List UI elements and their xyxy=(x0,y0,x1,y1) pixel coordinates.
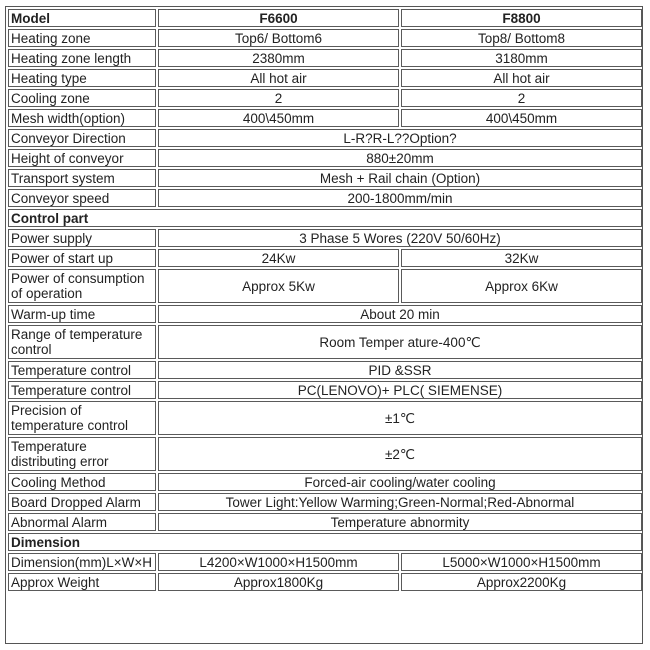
table-row xyxy=(8,513,642,531)
row-label: Heating zone length xyxy=(8,49,156,67)
table-row xyxy=(8,49,642,67)
table-row xyxy=(8,361,642,379)
table-row xyxy=(8,129,642,147)
value-f6600: Approx1800Kg xyxy=(158,573,399,591)
table-row xyxy=(8,473,642,491)
table-row xyxy=(8,401,642,435)
section-row xyxy=(8,209,642,227)
section-heading: Dimension xyxy=(8,533,642,551)
value-shared: Tower Light:Yellow Warming;Green-Normal;Red-Abnormal xyxy=(158,493,642,511)
value-shared: Forced-air cooling/water cooling xyxy=(158,473,642,491)
row-label: Conveyor Direction xyxy=(8,129,156,147)
row-label: Dimension(mm)L×W×H xyxy=(8,553,156,571)
row-label: Heating zone xyxy=(8,29,156,47)
table-row xyxy=(8,553,642,571)
row-label: Temperature control xyxy=(8,381,156,399)
value-f6600: Approx 5Kw xyxy=(158,269,399,303)
row-label: Range of temperature control xyxy=(8,325,156,359)
row-label: Board Dropped Alarm xyxy=(8,493,156,511)
table-row xyxy=(8,305,642,323)
row-label: Heating type xyxy=(8,69,156,87)
row-label: Approx Weight xyxy=(8,573,156,591)
value-f8800: 3180mm xyxy=(401,49,642,67)
row-label: Precision of temperature control xyxy=(8,401,156,435)
value-f8800: 400\450mm xyxy=(401,109,642,127)
value-f6600: 400\450mm xyxy=(158,109,399,127)
table-row xyxy=(8,437,642,471)
value-f6600: 2 xyxy=(158,89,399,107)
table-row xyxy=(8,169,642,187)
value-shared: Temperature abnormity xyxy=(158,513,642,531)
row-label: Abnormal Alarm xyxy=(8,513,156,531)
row-label: Power of start up xyxy=(8,249,156,267)
row-label: Warm-up time xyxy=(8,305,156,323)
value-f8800: Approx2200Kg xyxy=(401,573,642,591)
value-f8800: All hot air xyxy=(401,69,642,87)
spec-table-frame xyxy=(5,6,643,644)
value-f6600: 24Kw xyxy=(158,249,399,267)
section-row xyxy=(8,533,642,551)
value-shared: Mesh + Rail chain (Option) xyxy=(158,169,642,187)
section-heading: Control part xyxy=(8,209,642,227)
value-shared: ±1℃ xyxy=(158,401,642,435)
value-f6600: All hot air xyxy=(158,69,399,87)
table-row xyxy=(8,189,642,207)
row-label: Power of consumption of operation xyxy=(8,269,156,303)
header-row xyxy=(8,9,642,27)
table-row xyxy=(8,249,642,267)
table-row xyxy=(8,269,642,303)
value-f8800: 32Kw xyxy=(401,249,642,267)
table-row xyxy=(8,325,642,359)
header-f6600: F6600 xyxy=(158,9,399,27)
value-shared: ±2℃ xyxy=(158,437,642,471)
table-row xyxy=(8,29,642,47)
value-shared: PID &SSR xyxy=(158,361,642,379)
value-shared: 3 Phase 5 Wores (220V 50/60Hz) xyxy=(158,229,642,247)
row-label: Power supply xyxy=(8,229,156,247)
value-f8800: Top8/ Bottom8 xyxy=(401,29,642,47)
row-label: Mesh width(option) xyxy=(8,109,156,127)
value-shared: 200-1800mm/min xyxy=(158,189,642,207)
table-row xyxy=(8,229,642,247)
value-shared: 880±20mm xyxy=(158,149,642,167)
spec-table xyxy=(6,7,644,593)
table-row xyxy=(8,89,642,107)
table-row xyxy=(8,493,642,511)
value-shared: Room Temper ature-400℃ xyxy=(158,325,642,359)
row-label: Cooling Method xyxy=(8,473,156,491)
value-f6600: Top6/ Bottom6 xyxy=(158,29,399,47)
row-label: Transport system xyxy=(8,169,156,187)
table-row xyxy=(8,69,642,87)
value-f8800: 2 xyxy=(401,89,642,107)
header-model-label: Model xyxy=(8,9,156,27)
value-f6600: L4200×W1000×H1500mm xyxy=(158,553,399,571)
header-f8800: F8800 xyxy=(401,9,642,27)
row-label: Conveyor speed xyxy=(8,189,156,207)
value-f6600: 2380mm xyxy=(158,49,399,67)
table-row xyxy=(8,381,642,399)
value-shared: About 20 min xyxy=(158,305,642,323)
value-shared: L-R?R-L??Option? xyxy=(158,129,642,147)
table-row xyxy=(8,573,642,591)
row-label: Temperature control xyxy=(8,361,156,379)
table-row xyxy=(8,149,642,167)
value-f8800: Approx 6Kw xyxy=(401,269,642,303)
table-row xyxy=(8,109,642,127)
value-f8800: L5000×W1000×H1500mm xyxy=(401,553,642,571)
row-label: Temperature distributing error xyxy=(8,437,156,471)
value-shared: PC(LENOVO)+ PLC( SIEMENSE) xyxy=(158,381,642,399)
row-label: Cooling zone xyxy=(8,89,156,107)
row-label: Height of conveyor xyxy=(8,149,156,167)
